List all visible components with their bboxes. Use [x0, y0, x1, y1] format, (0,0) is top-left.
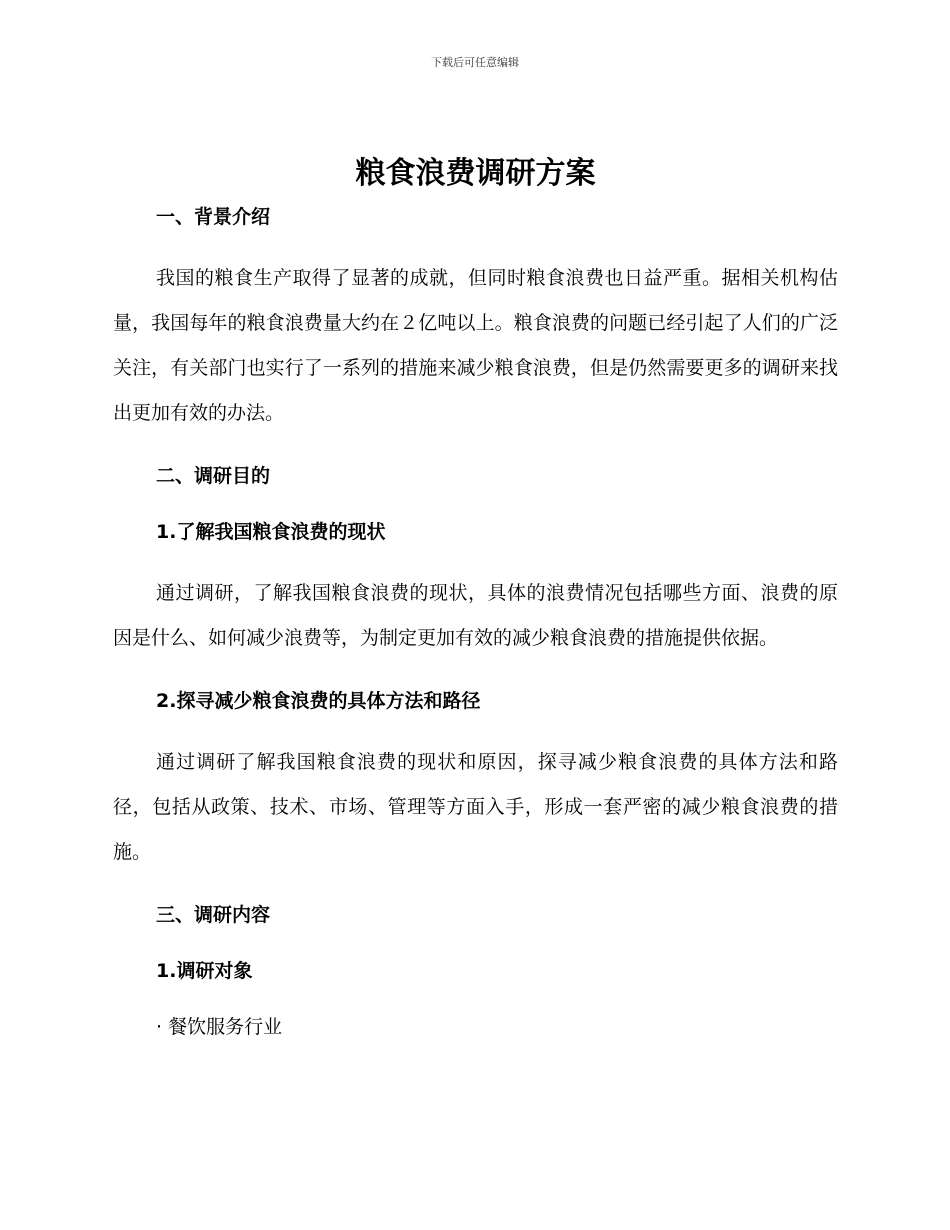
- section-heading-background: 一、背景介绍: [156, 206, 271, 228]
- section-heading-purpose: 二、调研目的: [156, 465, 271, 487]
- document-body: [113, 148, 838, 1044]
- section-heading-content: 三、调研内容: [156, 904, 271, 926]
- background-paragraph: 我国的粮食生产取得了显著的成就，但同时粮食浪费也日益严重。据相关机构估量，我国每年的粮食浪费量大约在２亿吨以上。粮食浪费的问题已经引起了人们的广泛关注，有关部门也实行了一系列的措施来减少粮食浪费，但是仍然需要更多的调研来找出更加有效的办法。: [113, 267, 838, 424]
- section-content: [113, 898, 838, 1044]
- purpose-item-1-heading: 1.了解我国粮食浪费的现状: [156, 521, 386, 543]
- content-item-1-heading: 1.调研对象: [156, 960, 253, 982]
- document-title: 粮食浪费调研方案: [355, 156, 596, 191]
- header-note: 下载后可任意编辑: [431, 56, 519, 69]
- list-item: · 餐饮服务行业: [156, 1016, 283, 1038]
- purpose-item-1-paragraph: 通过调研，了解我国粮食浪费的现状，具体的浪费情况包括哪些方面、浪费的原因是什么、如何减少浪费等，为制定更加有效的减少粮食浪费的措施提供依据。: [113, 582, 838, 649]
- section-background: [113, 200, 838, 436]
- section-purpose: [113, 459, 838, 875]
- purpose-item-2-heading: 2.探寻减少粮食浪费的具体方法和路径: [156, 690, 481, 712]
- purpose-item-2-paragraph: 通过调研了解我国粮食浪费的现状和原因，探寻减少粮食浪费的具体方法和路径，包括从政策、技术、市场、管理等方面入手，形成一套严密的减少粮食浪费的措施。: [113, 751, 838, 863]
